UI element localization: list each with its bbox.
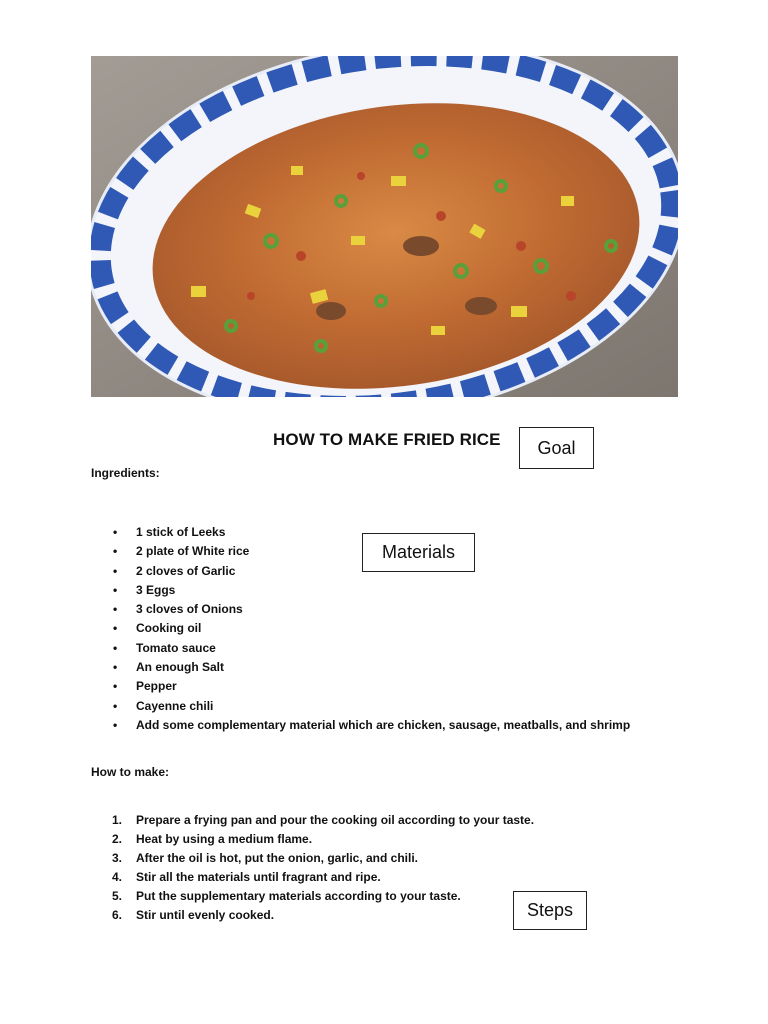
step-text: Stir until evenly cooked. xyxy=(136,908,275,922)
bullet-icon: • xyxy=(113,679,118,694)
ingredient-text: 2 cloves of Garlic xyxy=(136,563,236,578)
how-to-make-heading: How to make: xyxy=(91,765,170,779)
ingredients-list xyxy=(91,524,630,736)
list-item xyxy=(91,907,534,926)
step-number: 2. xyxy=(112,832,123,846)
step-number: 5. xyxy=(112,889,123,903)
list-item xyxy=(91,812,534,831)
step-text: Put the supplementary materials according to your taste. xyxy=(136,889,461,903)
list-item xyxy=(91,524,630,543)
step-text: Prepare a frying pan and pour the cooking oil according to your taste. xyxy=(136,813,535,827)
step-number: 4. xyxy=(112,870,123,884)
ingredient-text: Cayenne chili xyxy=(136,698,214,713)
bullet-icon: • xyxy=(113,563,118,578)
list-item xyxy=(91,543,630,562)
ingredient-text: Tomato sauce xyxy=(136,640,216,655)
ingredients-heading: Ingredients: xyxy=(91,466,160,480)
fried-rice-plate-image xyxy=(91,56,678,397)
list-item xyxy=(91,659,630,678)
list-item xyxy=(91,601,630,620)
bullet-icon: • xyxy=(113,717,118,732)
step-number: 6. xyxy=(112,908,123,922)
bullet-icon: • xyxy=(113,525,118,539)
goal-label-box: Goal xyxy=(519,427,594,469)
ingredient-text: Add some complementary material which are chicken, sausage, meatballs, and shrimp xyxy=(136,717,631,732)
ingredient-text: 3 Eggs xyxy=(136,582,176,597)
step-text: Stir all the materials until fragrant and ripe. xyxy=(136,870,381,884)
list-item xyxy=(91,850,534,869)
fried-rice-photo xyxy=(91,56,678,397)
steps-label-box: Steps xyxy=(513,891,587,930)
ingredient-text: An enough Salt xyxy=(136,660,224,675)
list-item xyxy=(91,717,630,736)
ingredient-text: Pepper xyxy=(136,679,177,694)
ingredient-text: 2 plate of White rice xyxy=(136,544,250,559)
list-item xyxy=(91,831,534,850)
bullet-icon: • xyxy=(113,660,118,675)
bullet-icon: • xyxy=(113,602,118,617)
step-text: After the oil is hot, put the onion, garlic, and chili. xyxy=(136,851,419,865)
bullet-icon: • xyxy=(113,621,118,636)
list-item xyxy=(91,563,630,582)
ingredient-text: Cooking oil xyxy=(136,621,202,636)
materials-label-box: Materials xyxy=(362,533,475,572)
bullet-icon: • xyxy=(113,544,118,559)
list-item xyxy=(91,620,630,639)
list-item xyxy=(91,698,630,717)
list-item xyxy=(91,582,630,601)
list-item xyxy=(91,640,630,659)
list-item xyxy=(91,678,630,697)
bullet-icon: • xyxy=(113,698,118,713)
list-item xyxy=(91,888,534,907)
ingredient-text: 1 stick of Leeks xyxy=(136,525,226,539)
steps-list xyxy=(91,812,534,926)
step-number: 3. xyxy=(112,851,123,865)
bullet-icon: • xyxy=(113,640,118,655)
step-text: Heat by using a medium flame. xyxy=(136,832,313,846)
ingredient-text: 3 cloves of Onions xyxy=(136,602,243,617)
step-number: 1. xyxy=(112,813,123,827)
bullet-icon: • xyxy=(113,582,118,597)
list-item xyxy=(91,869,534,888)
page-title: HOW TO MAKE FRIED RICE xyxy=(273,430,501,449)
